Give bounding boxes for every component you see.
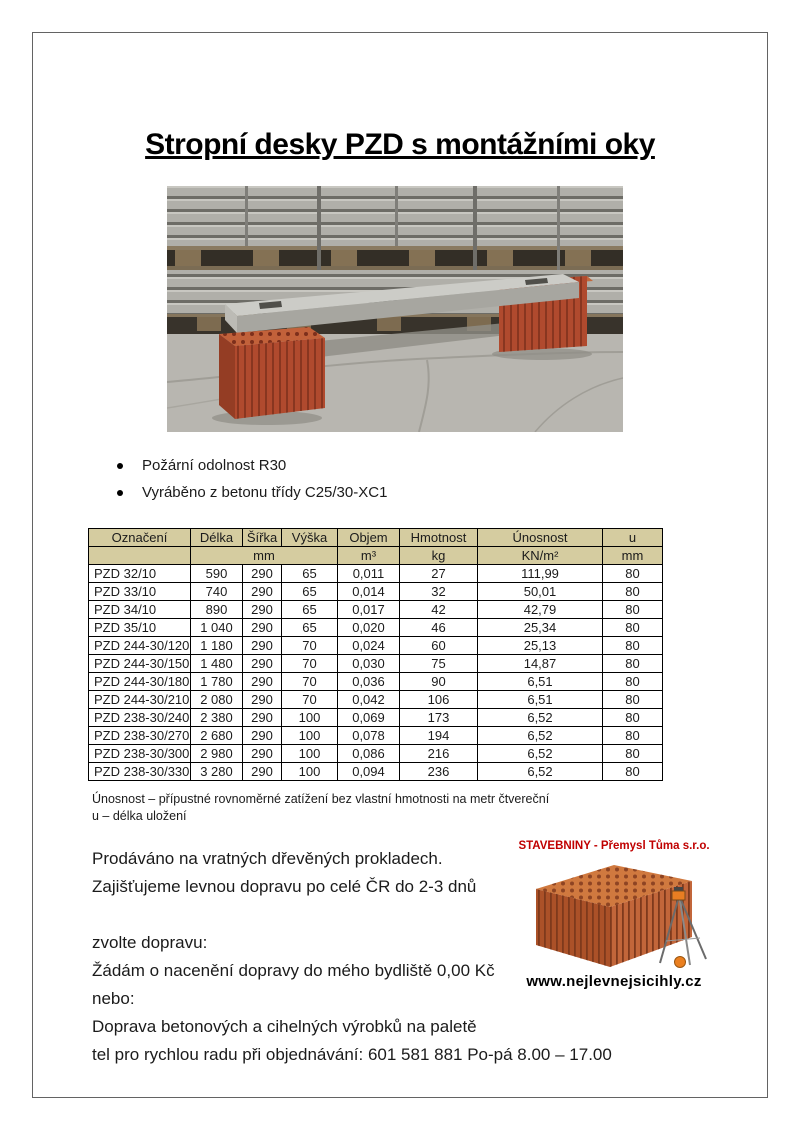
text-line: Doprava betonových a cihelných výrobků na paletě: [92, 1017, 477, 1036]
cell-value: 0,014: [338, 583, 400, 601]
page-title: Stropní desky PZD s montážními oky: [145, 128, 655, 161]
concrete-slab-photo-illustration: [167, 186, 623, 432]
table-row: [89, 583, 663, 601]
cell-designation: PZD 244-30/120: [89, 637, 191, 655]
cell-value: 290: [243, 637, 282, 655]
cell-value: 2 380: [191, 709, 243, 727]
footnote-capacity: Únosnost – přípustné rovnoměrné zatížení bez vlastní hmotnosti na metr čtvereční: [92, 792, 550, 806]
cell-value: 42,79: [478, 601, 603, 619]
cell-value: 90: [400, 673, 478, 691]
cell-designation: PZD 33/10: [89, 583, 191, 601]
product-table: [88, 528, 663, 781]
cell-designation: PZD 34/10: [89, 601, 191, 619]
cell-value: 290: [243, 709, 282, 727]
text-line: Zajišťujeme levnou dopravu po celé ČR do 2-3 dnů: [92, 877, 477, 896]
cell-value: 25,13: [478, 637, 603, 655]
cell-value: 290: [243, 583, 282, 601]
col-header-length: Délka: [191, 529, 243, 547]
cell-value: 0,036: [338, 673, 400, 691]
table-row: [89, 673, 663, 691]
cell-value: 25,34: [478, 619, 603, 637]
cell-value: 590: [191, 565, 243, 583]
cell-value: 0,011: [338, 565, 400, 583]
cell-value: 80: [603, 601, 663, 619]
brick-logo-image: [514, 859, 714, 971]
cell-value: 290: [243, 601, 282, 619]
col-header-designation: Označení: [89, 529, 191, 547]
cell-value: 27: [400, 565, 478, 583]
cell-value: 65: [282, 619, 338, 637]
list-item: [117, 452, 387, 479]
cell-value: 1 180: [191, 637, 243, 655]
cell-value: 80: [603, 655, 663, 673]
cell-value: 0,017: [338, 601, 400, 619]
footnote-u: u – délka uložení: [92, 809, 187, 823]
unit-load: KN/m²: [478, 547, 603, 565]
table-row: [89, 745, 663, 763]
cell-value: 2 080: [191, 691, 243, 709]
cell-value: 6,52: [478, 763, 603, 781]
cell-value: 0,024: [338, 637, 400, 655]
cell-value: 216: [400, 745, 478, 763]
unit-dimensions: mm: [191, 547, 338, 565]
cell-value: 70: [282, 637, 338, 655]
cell-value: 100: [282, 763, 338, 781]
cell-value: 75: [400, 655, 478, 673]
cell-value: 50,01: [478, 583, 603, 601]
cell-value: 6,52: [478, 709, 603, 727]
cell-value: 6,52: [478, 745, 603, 763]
cell-value: 100: [282, 727, 338, 745]
cell-value: 80: [603, 763, 663, 781]
col-header-load: Únosnost: [478, 529, 603, 547]
cell-value: 65: [282, 583, 338, 601]
table-row: [89, 709, 663, 727]
col-header-width: Šířka: [243, 529, 282, 547]
cell-value: 194: [400, 727, 478, 745]
cell-value: 70: [282, 691, 338, 709]
unit-weight: kg: [400, 547, 478, 565]
product-photo: [167, 186, 623, 432]
vendor-block: [513, 839, 715, 990]
cell-value: 70: [282, 673, 338, 691]
cell-value: 6,51: [478, 691, 603, 709]
cell-value: 290: [243, 673, 282, 691]
product-table-wrap: [88, 528, 663, 781]
col-header-height: Výška: [282, 529, 338, 547]
list-item: [117, 479, 387, 506]
bullet-icon: [117, 463, 123, 469]
cell-value: 80: [603, 691, 663, 709]
cell-value: 65: [282, 565, 338, 583]
unit-volume: m³: [338, 547, 400, 565]
cell-value: 111,99: [478, 565, 603, 583]
cell-value: 0,078: [338, 727, 400, 745]
table-row: [89, 619, 663, 637]
cell-designation: PZD 32/10: [89, 565, 191, 583]
cell-value: 80: [603, 565, 663, 583]
cell-value: 2 680: [191, 727, 243, 745]
cell-designation: PZD 244-30/210: [89, 691, 191, 709]
cell-value: 46: [400, 619, 478, 637]
cell-designation: PZD 238-30/240: [89, 709, 191, 727]
cell-value: 6,51: [478, 673, 603, 691]
hollow-brick-icon: [514, 859, 714, 971]
cell-value: 740: [191, 583, 243, 601]
cell-value: 6,52: [478, 727, 603, 745]
cell-value: 290: [243, 655, 282, 673]
cell-value: 80: [603, 583, 663, 601]
table-body: [89, 565, 663, 781]
cell-value: 42: [400, 601, 478, 619]
cell-value: 236: [400, 763, 478, 781]
vendor-company-name: STAVEBNINY - Přemysl Tůma s.r.o.: [518, 840, 710, 852]
cell-value: 70: [282, 655, 338, 673]
bullet-text: Požární odolnost R30: [142, 457, 287, 474]
cell-designation: PZD 238-30/270: [89, 727, 191, 745]
col-header-weight: Hmotnost: [400, 529, 478, 547]
cell-value: 100: [282, 745, 338, 763]
table-header-row: [89, 529, 663, 547]
cell-value: 0,094: [338, 763, 400, 781]
text-line: Žádám o nacenění dopravy do mého bydliště 0,00 Kč: [92, 961, 495, 980]
cell-value: 0,030: [338, 655, 400, 673]
cell-value: 290: [243, 691, 282, 709]
phone-line: tel pro rychlou radu při objednávání: 601 581 881 Po-pá 8.00 – 17.00: [92, 1045, 612, 1064]
cell-designation: PZD 35/10: [89, 619, 191, 637]
cell-value: 80: [603, 637, 663, 655]
cell-value: 14,87: [478, 655, 603, 673]
table-row: [89, 727, 663, 745]
cell-value: 3 280: [191, 763, 243, 781]
cell-value: 80: [603, 745, 663, 763]
col-header-volume: Objem: [338, 529, 400, 547]
cell-value: 1 480: [191, 655, 243, 673]
cell-value: 60: [400, 637, 478, 655]
cell-value: 80: [603, 709, 663, 727]
cell-value: 0,086: [338, 745, 400, 763]
cell-value: 0,069: [338, 709, 400, 727]
unit-u: mm: [603, 547, 663, 565]
cell-value: 173: [400, 709, 478, 727]
cell-value: 0,042: [338, 691, 400, 709]
text-line: Prodáváno na vratných dřevěných prokladech.: [92, 849, 443, 868]
table-row: [89, 601, 663, 619]
table-row: [89, 691, 663, 709]
cell-value: 2 980: [191, 745, 243, 763]
table-row: [89, 763, 663, 781]
cell-value: 290: [243, 727, 282, 745]
cell-value: 290: [243, 565, 282, 583]
table-footnotes: [92, 791, 549, 825]
cell-value: 290: [243, 745, 282, 763]
cell-value: 106: [400, 691, 478, 709]
cell-designation: PZD 244-30/150: [89, 655, 191, 673]
bullet-icon: [117, 490, 123, 496]
cell-value: 65: [282, 601, 338, 619]
cell-designation: PZD 238-30/300: [89, 745, 191, 763]
table-row: [89, 655, 663, 673]
vendor-website: www.nejlevnejsicihly.cz: [526, 973, 702, 990]
bullet-text: Vyráběno z betonu třídy C25/30-XC1: [142, 484, 388, 501]
table-units-row: [89, 547, 663, 565]
cell-value: 80: [603, 673, 663, 691]
cell-value: 100: [282, 709, 338, 727]
cell-value: 80: [603, 619, 663, 637]
cell-value: 80: [603, 727, 663, 745]
cell-value: 32: [400, 583, 478, 601]
text-line: zvolte dopravu:: [92, 933, 208, 952]
text-line: nebo:: [92, 989, 135, 1008]
bullet-list: [117, 452, 387, 506]
cell-value: 1 040: [191, 619, 243, 637]
unit-empty: [89, 547, 191, 565]
cell-designation: PZD 238-30/330: [89, 763, 191, 781]
table-row: [89, 637, 663, 655]
table-row: [89, 565, 663, 583]
cell-value: 0,020: [338, 619, 400, 637]
col-header-u: u: [603, 529, 663, 547]
cell-designation: PZD 244-30/180: [89, 673, 191, 691]
cell-value: 1 780: [191, 673, 243, 691]
cell-value: 290: [243, 763, 282, 781]
cell-value: 290: [243, 619, 282, 637]
cell-value: 890: [191, 601, 243, 619]
